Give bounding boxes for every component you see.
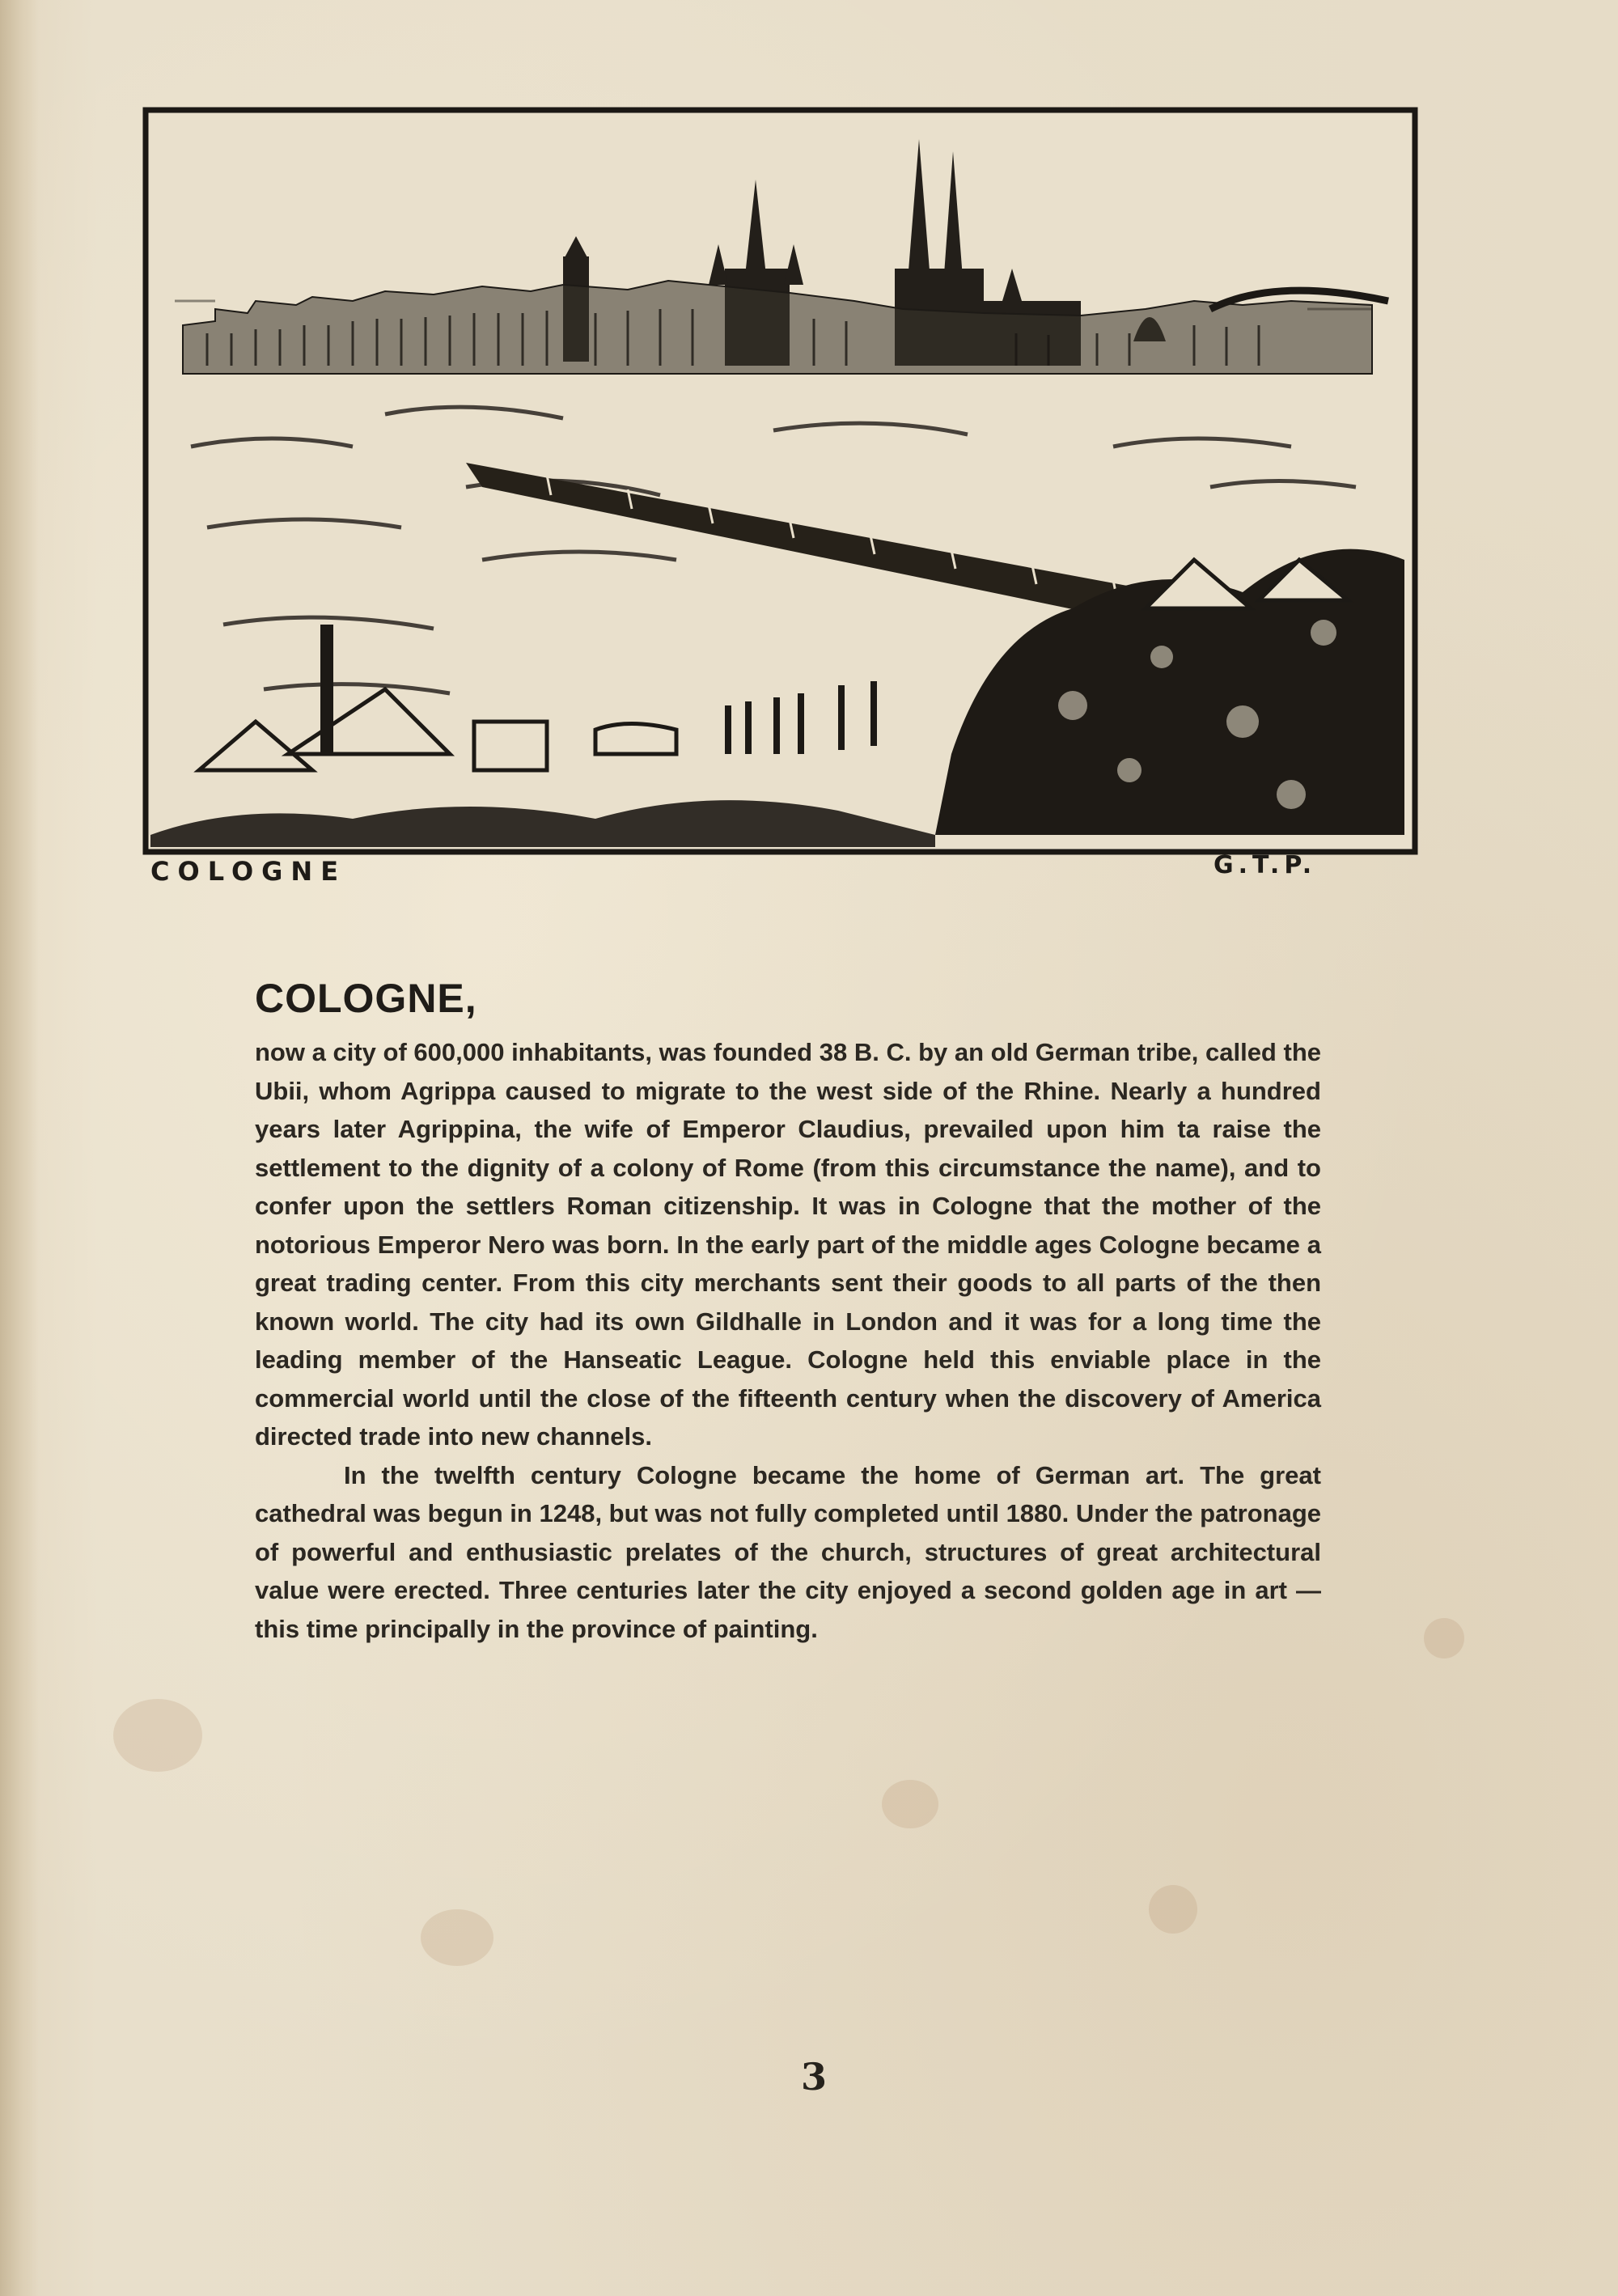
article-body xyxy=(255,975,1321,1648)
paper-stain xyxy=(882,1780,938,1828)
paper-stain xyxy=(421,1909,493,1966)
page-spine-shadow xyxy=(0,0,39,2296)
paper-stain xyxy=(1149,1885,1197,1934)
paper-stain xyxy=(1424,1618,1464,1658)
article-paragraph-1: now a city of 600,000 inhabitants, was founded 38 B. C. by an old German tribe, called the Ubii, whom Agrippa caused to migrate to the west side of the Rhine. Nearly a hundred years later Agrippina, the wife of Emperor Claudius, prevailed upon him ta raise the settlement to the dignity of a colony of Rome (from this circumstance the name), and to confer upon the settlers Roman citizenship. It was in Cologne that the mother of the notorious Emperor Nero was born. In the early part of the middle ages Cologne became a great trading center. From this city merchants sent their goods to all parts of the then known world. The city had its own Gildhalle in London and it was for a long time the leading member of the Hanseatic League. Cologne held this enviable place in the commercial world until the close of the fifteenth century when the discovery of America directed trade into new channels. xyxy=(255,1038,1321,1451)
cologne-engraving-icon xyxy=(142,107,1418,855)
illustration-artist-initials: G.T.P. xyxy=(1214,851,1317,879)
article-heading: COLOGNE, xyxy=(255,976,477,1021)
paper-stain xyxy=(113,1699,202,1772)
cologne-illustration xyxy=(142,107,1418,855)
article-paragraph-2: In the twelfth century Cologne became the home of German art. The great cathedral was begun in 1248, but was not fully completed until 1880. Under the patronage of powerful and enthusiastic prelates of the church, structures of great architectural value were erected. Three centuries later the city enjoyed a second golden age in art — this time principally in the province of painting. xyxy=(255,1460,1321,1643)
illustration-caption-left: COLOGNE xyxy=(150,856,347,887)
page-number: 3 xyxy=(801,2055,828,2099)
